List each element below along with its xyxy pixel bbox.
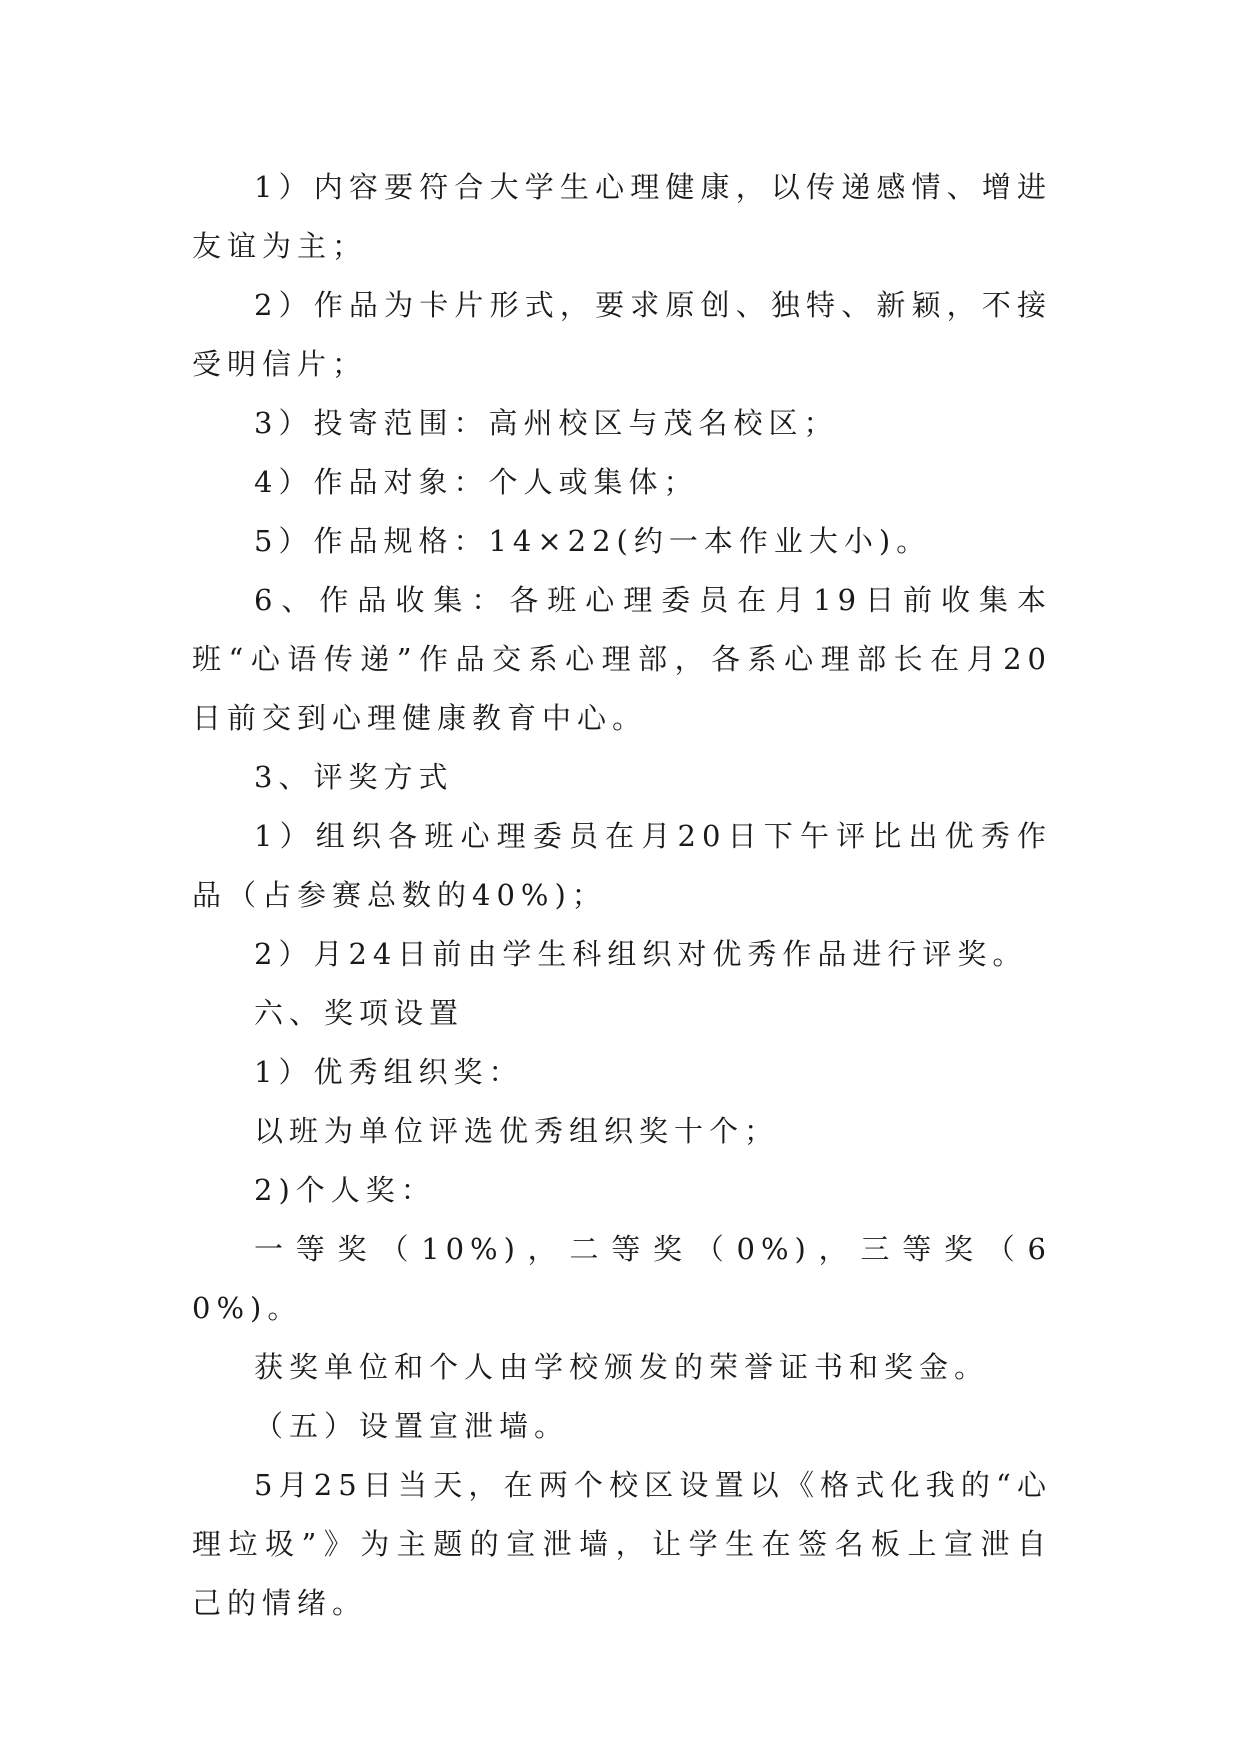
paragraph: 2）月24日前由学生科组织对优秀作品进行评奖。 xyxy=(254,937,1028,971)
paragraph: 以班为单位评选优秀组织奖十个； xyxy=(254,1114,780,1148)
paragraph: 2)个人奖： xyxy=(254,1173,436,1207)
paragraph: 4）作品对象：个人或集体； xyxy=(254,465,699,499)
document-body xyxy=(192,158,1052,1633)
paragraph: 1）内容要符合大学生心理健康，以传递感情、增进友谊为主； xyxy=(192,170,1052,263)
section-heading: 六、奖项设置 xyxy=(254,996,465,1030)
paragraph: 2）作品为卡片形式，要求原创、独特、新颖，不接受明信片； xyxy=(192,288,1052,381)
paragraph: 6、作品收集：各班心理委员在月19日前收集本班“心语传递”作品交系心理部，各系心理部长在月20日前交到心理健康教育中心。 xyxy=(192,583,1052,735)
paragraph: 3）投寄范围：高州校区与茂名校区； xyxy=(254,406,839,440)
paragraph: 一等奖（10%)，二等奖（0%)，三等奖（60%)。 xyxy=(192,1232,1052,1325)
paragraph: 1）优秀组织奖： xyxy=(254,1055,524,1089)
paragraph: 5）作品规格：14×22(约一本作业大小)。 xyxy=(254,524,932,558)
paragraph: 获奖单位和个人由学校颁发的荣誉证书和奖金。 xyxy=(254,1350,990,1384)
paragraph: 1）组织各班心理委员在月20日下午评比出优秀作品（占参赛总数的40%)； xyxy=(192,819,1052,912)
section-heading: 3、评奖方式 xyxy=(254,760,454,794)
section-heading: （五）设置宣泄墙。 xyxy=(254,1409,570,1443)
paragraph: 5月25日当天，在两个校区设置以《格式化我的“心理垃圾”》为主题的宣泄墙，让学生在签名板上宣泄自己的情绪。 xyxy=(192,1468,1052,1620)
